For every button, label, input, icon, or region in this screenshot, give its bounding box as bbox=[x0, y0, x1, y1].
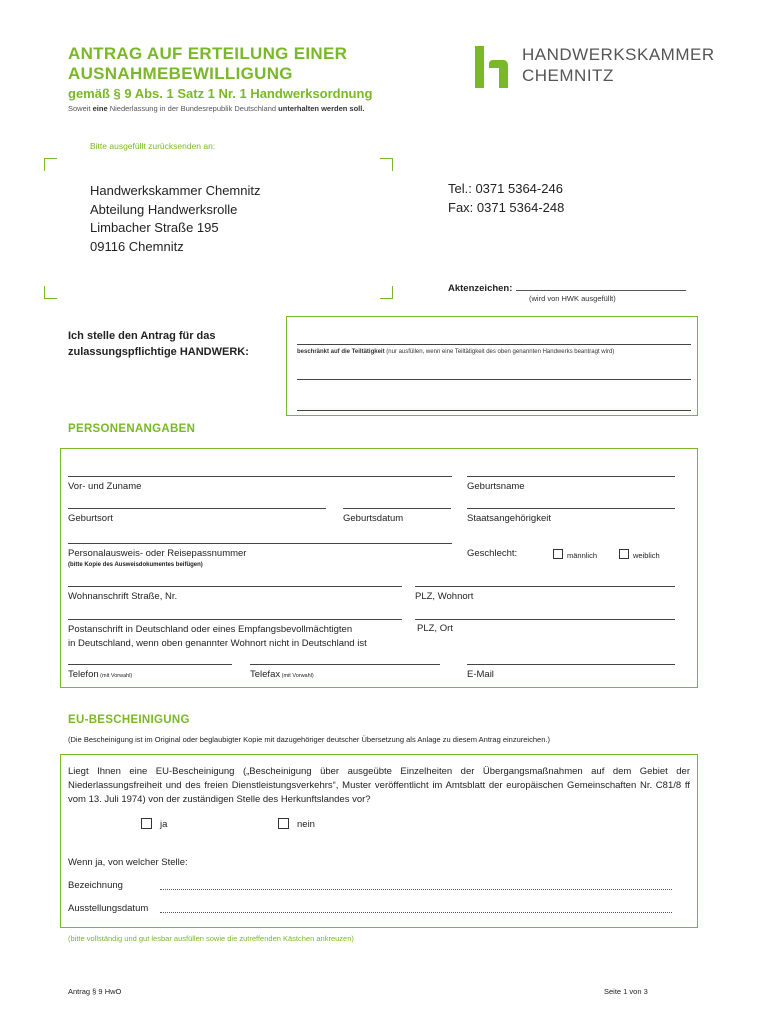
eu-note: (Die Bescheinigung ist im Original oder beglaubigter Kopie mit dazugehöriger deutscher Übersetzung als Anlage zu diesem Antrag einzureichen.) bbox=[68, 735, 550, 744]
plz-wohnort-label: PLZ, Wohnort bbox=[415, 591, 474, 602]
teiltaetigkeit-input-line-1[interactable] bbox=[297, 379, 691, 380]
form-title bbox=[68, 44, 347, 84]
hwk-logo-icon bbox=[475, 46, 515, 88]
email-input-line[interactable] bbox=[467, 664, 675, 665]
personen-box bbox=[60, 448, 698, 688]
ausweis-label: Personalausweis- oder Reisepassnummer bbox=[68, 548, 247, 559]
telefax-label: Telefax (mit Vorwahl) bbox=[250, 669, 314, 680]
address-corner-tr bbox=[380, 158, 393, 171]
nein-label: nein bbox=[297, 819, 315, 830]
plz-ort-input-line[interactable] bbox=[415, 619, 675, 620]
wohnanschrift-input-line[interactable] bbox=[68, 586, 402, 587]
geburtsname-input-line[interactable] bbox=[467, 476, 675, 477]
return-note: Bitte ausgefüllt zurücksenden an: bbox=[90, 141, 216, 151]
postanschrift-label: Postanschrift in Deutschland oder eines Empfangsbevollmächtigten in Deutschland, wenn oben genannter Wohnort nicht in Deutschland ist bbox=[68, 624, 367, 649]
plz-ort-label: PLZ, Ort bbox=[417, 623, 453, 634]
maennlich-label: männlich bbox=[567, 551, 598, 560]
ja-label: ja bbox=[160, 819, 168, 830]
geschlecht-label: Geschlecht: bbox=[467, 548, 518, 559]
handwerk-input-line[interactable] bbox=[297, 344, 691, 345]
maennlich-checkbox[interactable] bbox=[553, 549, 563, 559]
aktenzeichen-line bbox=[516, 281, 686, 291]
antrag-label: Ich stelle den Antrag für das zulassungspflichtige HANDWERK: bbox=[68, 330, 249, 358]
ausstellungsdatum-label: Ausstellungsdatum bbox=[68, 903, 149, 914]
ausstellungsdatum-input-line[interactable] bbox=[160, 912, 672, 913]
ausweis-note: (bitte Kopie des Ausweisdokumentes beifügen) bbox=[68, 562, 203, 568]
telefon-input-line[interactable] bbox=[68, 664, 232, 665]
vorname-label: Vor- und Zuname bbox=[68, 481, 142, 492]
telefax-input-line[interactable] bbox=[250, 664, 440, 665]
wenn-ja-label: Wenn ja, von welcher Stelle: bbox=[68, 857, 188, 868]
intro-text: Soweit eine Niederlassung in der Bundesrepublik Deutschland unterhalten werden soll. bbox=[68, 104, 365, 113]
ausweis-input-line[interactable] bbox=[68, 543, 452, 544]
weiblich-label: weiblich bbox=[633, 551, 660, 560]
form-title-line1: ANTRAG AUF ERTEILUNG EINER bbox=[68, 44, 348, 63]
contact-numbers bbox=[448, 180, 564, 217]
ja-checkbox[interactable] bbox=[141, 818, 152, 829]
email-label: E-Mail bbox=[467, 669, 494, 680]
footer-form-id: Antrag § 9 HwO bbox=[68, 987, 122, 996]
geburtsdatum-input-line[interactable] bbox=[343, 508, 451, 509]
weiblich-checkbox[interactable] bbox=[619, 549, 629, 559]
telefon-label: Telefon (mit Vorwahl) bbox=[68, 669, 133, 680]
tel-number: Tel.: 0371 5364-246 bbox=[448, 181, 563, 196]
plz-wohnort-input-line[interactable] bbox=[415, 586, 675, 587]
address-corner-bl bbox=[44, 286, 57, 299]
vorname-input-line[interactable] bbox=[68, 476, 452, 477]
staatsangehoerigkeit-label: Staatsangehörigkeit bbox=[467, 513, 551, 524]
geburtsort-input-line[interactable] bbox=[68, 508, 326, 509]
teiltaetigkeit-input-line-2[interactable] bbox=[297, 410, 691, 411]
nein-checkbox[interactable] bbox=[278, 818, 289, 829]
bezeichnung-label: Bezeichnung bbox=[68, 880, 123, 891]
personen-heading: PERSONENANGABEN bbox=[68, 423, 196, 435]
handwerk-box bbox=[286, 316, 698, 416]
wohnanschrift-label: Wohnanschrift Straße, Nr. bbox=[68, 591, 178, 602]
recipient-address: Handwerkskammer Chemnitz Abteilung Handwerksrolle Limbacher Straße 195 09116 Chemnitz bbox=[90, 183, 261, 254]
teiltaetigkeit-note: beschränkt auf die Teiltätigkeit (nur ausfüllen, wenn eine Teiltätigkeit des oben genannten Handwerks beantragt wird) bbox=[297, 349, 615, 355]
eu-question: Liegt Ihnen eine EU-Bescheinigung („Bescheinigung über ausgeübte Einzelheiten der Übergangsmaßnahmen auf dem Gebiet der Niederlassungsfreiheit und des freien Dienstleistungsverkehrs“, Muster veröffentlicht im Amtsblatt der europäischen Gemeinschaften Nr. C81/8 ff vom 13. Juli 1974) von der zuständigen Stelle des Herkunftslandes vor? bbox=[68, 766, 690, 805]
postanschrift-input-line[interactable] bbox=[68, 619, 402, 620]
address-corner-br bbox=[380, 286, 393, 299]
geburtsname-label: Geburtsname bbox=[467, 481, 525, 492]
geburtsort-label: Geburtsort bbox=[68, 513, 113, 524]
staatsangehoerigkeit-input-line[interactable] bbox=[467, 508, 675, 509]
form-subtitle: gemäß § 9 Abs. 1 Satz 1 Nr. 1 Handwerksordnung bbox=[68, 86, 373, 101]
bezeichnung-input-line[interactable] bbox=[160, 889, 672, 890]
hwk-logo-text: HANDWERKSKAMMER CHEMNITZ bbox=[522, 45, 715, 85]
geburtsdatum-label: Geburtsdatum bbox=[343, 513, 404, 524]
aktenzeichen-field: Aktenzeichen: bbox=[448, 281, 686, 294]
fill-instruction: (bitte vollständig und gut lesbar ausfüllen sowie die zutreffenden Kästchen ankreuzen) bbox=[68, 934, 354, 943]
eu-heading: EU-BESCHEINIGUNG bbox=[68, 714, 190, 726]
form-title-line2: AUSNAHMEBEWILLIGUNG bbox=[68, 64, 293, 83]
fax-number: Fax: 0371 5364-248 bbox=[448, 199, 565, 215]
address-corner-tl bbox=[44, 158, 57, 171]
footer-page-number: Seite 1 von 3 bbox=[604, 987, 648, 996]
aktenzeichen-note: (wird von HWK ausgefüllt) bbox=[529, 294, 616, 303]
